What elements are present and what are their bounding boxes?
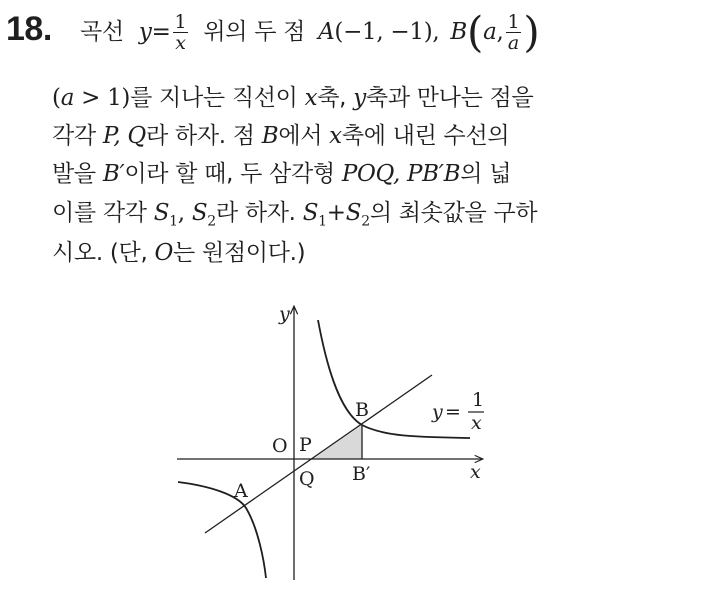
frac-den: x [175, 32, 186, 54]
line-AB [205, 375, 432, 533]
point-A: A [318, 19, 335, 45]
point-Q: Q [127, 123, 146, 149]
point-O: O [154, 240, 174, 266]
label-curve-y: y [432, 401, 443, 423]
text: 축, [317, 85, 347, 111]
math-eq: = [151, 19, 171, 45]
triangle-PBB: PB′B [406, 161, 461, 187]
text: 발을 [52, 161, 96, 187]
text: 라 하자. 점 [145, 123, 255, 149]
label-curve-den: x [471, 412, 482, 434]
cond-rest: > 1) [74, 85, 131, 111]
text: 위의 두 점 [203, 19, 306, 45]
text: 축에 내린 수선의 [341, 123, 510, 149]
point-B-prime: B′ [102, 161, 125, 187]
point-P: P, [102, 123, 121, 149]
text: 에서 [278, 123, 323, 149]
point-B: B [261, 123, 279, 149]
text: 곡선 [80, 19, 124, 45]
point-B: B [450, 19, 468, 45]
math-a: a [60, 85, 75, 111]
problem-number: 18. [6, 10, 52, 48]
label-curve-num: 1 [472, 389, 485, 411]
shaded-triangle-PBB [313, 425, 362, 459]
text: 라 하자. [215, 200, 296, 226]
text: 의 넓 [460, 161, 512, 187]
label-A: A [234, 480, 248, 502]
area-S1: $S_1$ [153, 200, 178, 230]
paren-close: ) [523, 7, 540, 57]
text: 시오. (단, [52, 240, 148, 266]
text: 의 최솟값을 구하 [369, 200, 538, 226]
label-B: B [355, 399, 369, 421]
text: 이를 각각 [52, 200, 147, 226]
text: 이라 할 때, 두 삼각형 [124, 161, 335, 187]
math-a: a [483, 19, 497, 45]
frac-den: a [507, 32, 519, 54]
math-comma: , [496, 19, 504, 45]
label-P: P [299, 434, 312, 456]
comma: , [177, 200, 185, 226]
math-y: y [353, 85, 366, 111]
label-origin: O [272, 435, 288, 457]
paren-open: ( [467, 7, 484, 57]
label-y-axis: y [279, 303, 290, 325]
math-y: y [138, 19, 152, 45]
area-sum: $S_1+S_2$ [302, 200, 370, 230]
text: 를 지나는 직선이 [130, 85, 298, 111]
curve-branch-left [178, 482, 266, 578]
label-curve-eq: = [445, 401, 461, 423]
frac-num: 1 [174, 11, 187, 33]
text: 축과 만나는 점을 [365, 85, 534, 111]
text: 는 원점이다.) [173, 240, 306, 266]
math-x: x [304, 85, 318, 111]
triangle-POQ: POQ, [341, 161, 400, 187]
area-S2: $S_2$ [191, 200, 216, 230]
label-B-prime: B′ [352, 463, 371, 485]
label-Q: Q [299, 468, 315, 490]
frac-num: 1 [507, 11, 520, 33]
label-x-axis: x [470, 461, 481, 483]
math-x: x [329, 123, 342, 149]
cond-open: ( [52, 85, 61, 111]
text: 각각 [52, 123, 96, 149]
point-A-coord: (−1, −1), [334, 19, 440, 45]
